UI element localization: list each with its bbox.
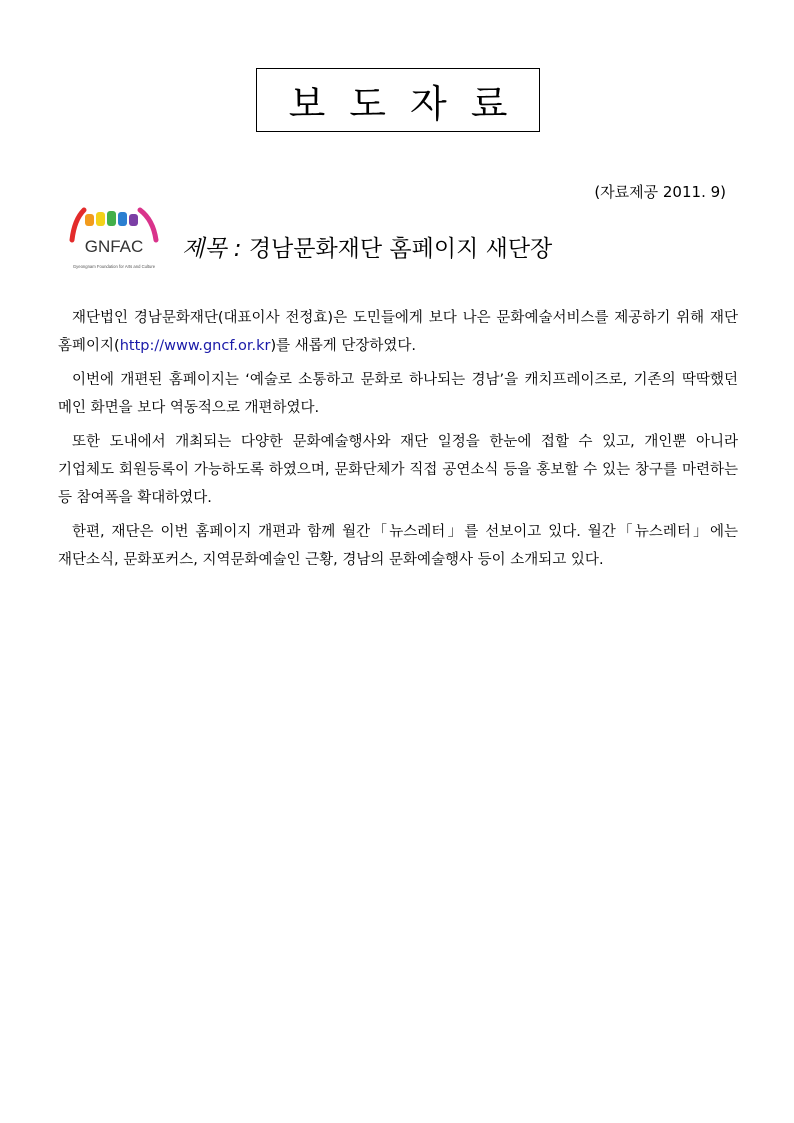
press-release-title-box bbox=[256, 68, 540, 132]
homepage-link[interactable]: http://www.gncf.or.kr bbox=[119, 338, 271, 354]
gnfac-logo bbox=[68, 206, 160, 278]
headline-text: 경남문화재단 홈페이지 새단장 bbox=[248, 236, 553, 262]
logo-text: GNFAC bbox=[84, 237, 144, 256]
logo-arch-icon bbox=[72, 210, 156, 240]
headline bbox=[182, 230, 552, 263]
paragraph-1-text-a: 재단법인 경남문화재단(대표이사 전정효)은 도민들에게 보다 나은 문화예술서비스를 제공하기 위해 재단 홈페이지( bbox=[58, 310, 738, 354]
paragraph-3: 또한 도내에서 개최되는 다양한 문화예술행사와 재단 일정을 한눈에 접할 수 있고, 개인뿐 아니라 기업체도 회원등록이 가능하도록 하였으며, 문화단체가 직접 공연소식 등을 홍보할 수 있는 창구를 마련하는 등 참여폭을 확대하였다. bbox=[58, 434, 738, 506]
paragraph-1-text-b: )를 새롭게 단장하였다. bbox=[270, 338, 417, 354]
paragraph-2: 이번에 개편된 홈페이지는 ‘예술로 소통하고 문화로 하나되는 경남’을 캐치프레이즈로, 기존의 딱딱했던 메인 화면을 보다 역동적으로 개편하였다. bbox=[58, 372, 738, 416]
paragraph-4: 한편, 재단은 이번 홈페이지 개편과 함께 월간「뉴스레터」를 선보이고 있다. 월간「뉴스레터」에는 재단소식, 문화포커스, 지역문화예술인 근황, 경남의 문화예술행사 등이 소개되고 있다. bbox=[58, 524, 738, 568]
release-date: (자료제공 2011. 9) bbox=[594, 183, 726, 201]
logo-subtext: Gyeongnam Foundation for Arts and Culture bbox=[72, 264, 156, 269]
article-body bbox=[58, 304, 738, 580]
paragraph-1 bbox=[58, 304, 738, 360]
press-release-title: 보도자료 bbox=[288, 81, 532, 126]
headline-label: 제목 : bbox=[182, 236, 242, 262]
